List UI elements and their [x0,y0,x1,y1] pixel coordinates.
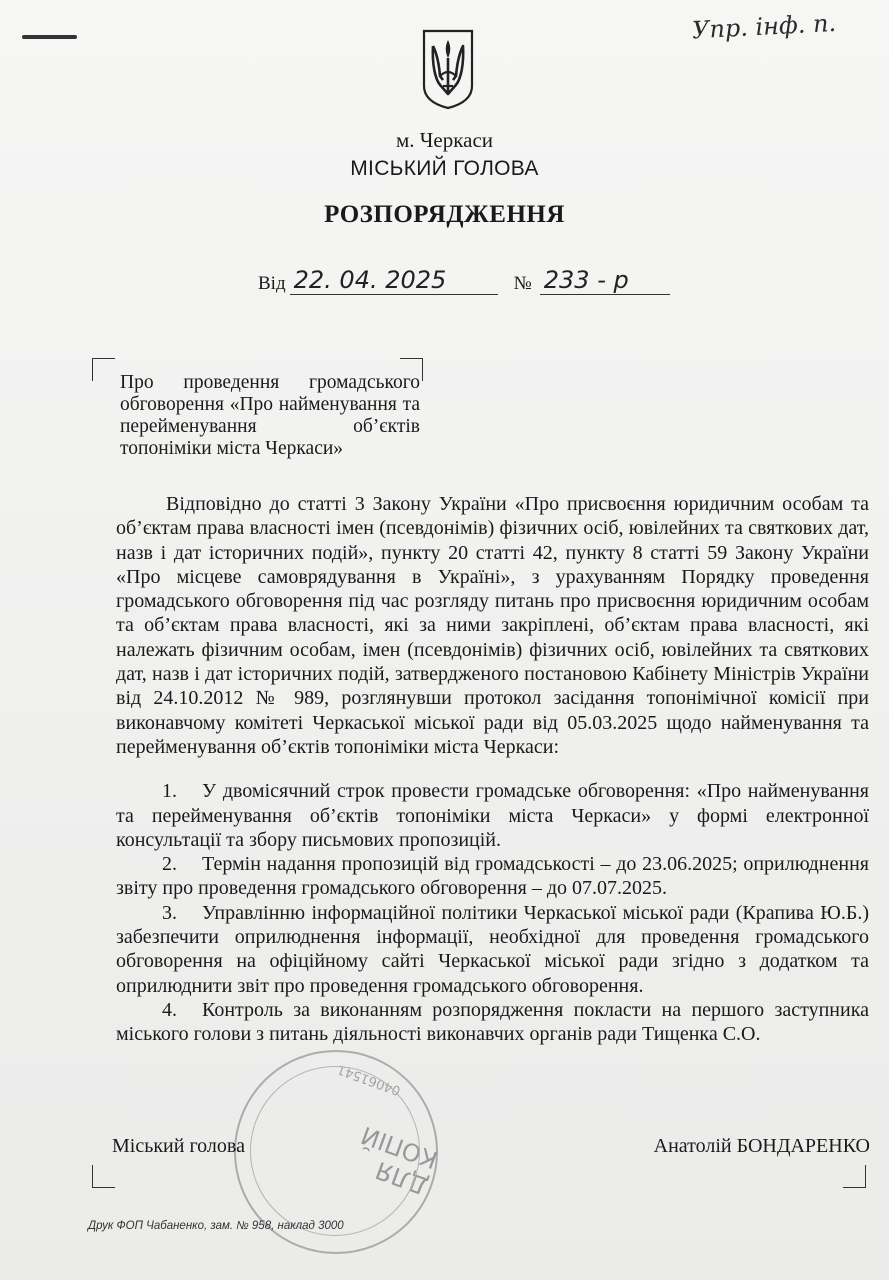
margin-mark [22,35,77,39]
intro-paragraph: Відповідно до статті 3 Закону України «Про присвоєння юридичним особам та об’єктам права власності імен (псевдонімів) фізичних осіб, ювілейних та святкових дат, назв і дат історичних подій», пункту 20 статті 42, пункту 8 статті 59 Закону України «Про місцеве самоврядування в Україні», з урахуванням Порядку проведення громадського обговорення під час розгляду питань про присвоєння юридичним особам та об’єктам права власності, які за ними закріплені, об’єктам права власності, які належать фізичним особам, імен (псевдонімів) фізичних осіб, ювілейних та святкових дат, назв і дат історичних подій, затвердженого постановою Кабінету Міністрів України від 24.10.2012 № 989, розглянувши протокол засідання топонімічної комісії при виконавчому комітеті Черкаської міської ради від 05.03.2025 щодо найменування та перейменування об’єктів топоніміки міста Черкаси: [116,493,869,758]
subject-corner-top-left [92,358,115,381]
document-body [116,492,869,1047]
date-value: 22. 04. 2025 [290,268,498,295]
stamp-code: 04061541 [335,1061,403,1098]
signature-block [112,1135,870,1158]
city-name: м. Черкаси [395,128,494,152]
document-subject: Про проведення громадського обговорення «Про найменування та перейменування об’єктів топоніміки міста Черкаси» [120,372,420,459]
number-label: № [513,273,532,294]
corner-bottom-left [92,1165,115,1188]
issuer-title: МІСЬКИЙ ГОЛОВА [350,157,539,180]
number-value: 233 - р [540,268,670,295]
date-label: Від [258,273,286,294]
handwritten-note: Упр. інф. п. [691,8,837,45]
list-item: 3. Управлінню інформаційної політики Черкаської міської ради (Крапива Ю.Б.) забезпечити оприлюднення інформації, необхідної для проведення громадського обговорення на офіційному сайті Черкаської міської ради згідно з додатком та оприлюднити звіт про проведення громадського обговорення. [116,901,869,997]
list-item: 1. У двомісячний строк провести громадське обговорення: «Про найменування та перейменування об’єктів топоніміки міста Черкаси» у формі електронної консультації та збору письмових пропозицій. [116,780,869,851]
order-items [116,779,869,1046]
document-type: РОЗПОРЯДЖЕННЯ [324,201,565,228]
signatory-position: Міський голова [112,1135,245,1157]
signatory-name: Анатолій БОНДАРЕНКО [653,1135,870,1157]
date-number-line [258,268,670,295]
coat-of-arms-icon [421,28,475,110]
list-item: 2. Термін надання пропозицій від громадськості – до 23.06.2025; оприлюднення звіту про проведення громадського обговорення – до 07.07.2025. [116,853,869,900]
corner-bottom-right [843,1165,866,1188]
list-item: 4. Контроль за виконанням розпорядження покласти на першого заступника міського голови з питань діяльності виконавчих органів ради Тищенка С.О. [116,998,869,1046]
printer-info: Друк ФОП Чабаненко, зам. № 958, наклад 3000 [88,1220,344,1232]
stamp-text: ДЛЯ КОПІЙ [357,1120,442,1201]
